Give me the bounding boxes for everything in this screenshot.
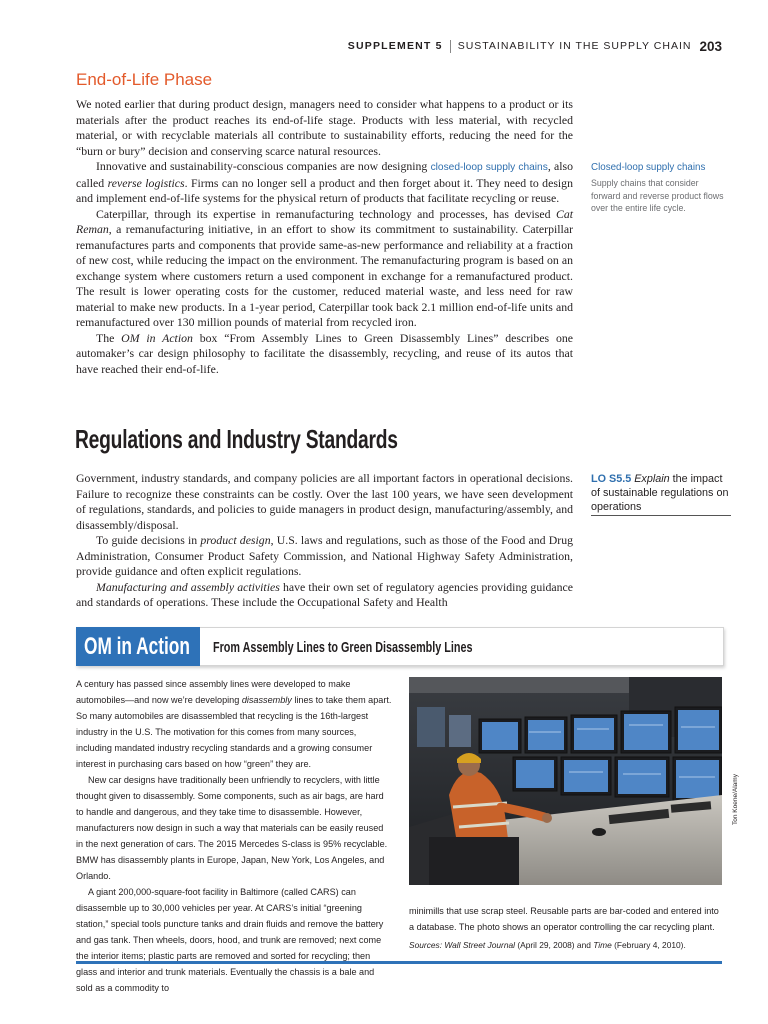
supplement-title: SUSTAINABILITY IN THE SUPPLY CHAIN (457, 40, 692, 52)
definition-term: Closed-loop supply chains (591, 162, 706, 173)
paragraph: New car designs have traditionally been unfriendly to recyclers, with little thought given to disassembly. Some components, such as air bags, are hard to handle and dangerous, and they take time to disassemble. However, manufacturers now design in such a way that materials can be easily reused in the next generation of cars. The 2015 Mercedes S-class is 95% recyclable. BMW has disassembly plants in Europe, Japan, New York, Los Angeles, and Orlando. (76, 775, 388, 881)
paragraph: The OM in Action box “From Assembly Lines to Green Disassembly Lines” describes one automaker’s car design philosophy to facilitate the disassembly, recycling, and reuse of its autos that have reached their end-of-life. (76, 330, 574, 376)
page-number: 203 (699, 38, 722, 54)
end-of-life-heading: End-of-Life Phase (76, 70, 213, 89)
om-in-action-title: From Assembly Lines to Green Disassembly Lines (213, 639, 473, 656)
om-in-action-caption (409, 903, 725, 935)
paragraph: minimills that use scrap steel. Reusable parts are bar-coded and entered into a database. The photo shows an operator controlling the car recycling plant. (409, 906, 719, 932)
om-in-action-body (76, 676, 392, 996)
paragraph: Innovative and sustainability-conscious companies are now designing closed-loop supply chains, also called reverse logistics. Firms can no longer sell a product and then forget about it. They need to design and implement end-of-life systems for the physical return of products that facilitate recycling or reuse. (76, 159, 574, 205)
om-in-action-bottom-rule (76, 961, 722, 964)
sources-line: Sources: Wall Street Journal (April 29, 2008) and Time (February 4, 2010). (409, 940, 686, 950)
om-in-action-tag: OM in Action (76, 627, 200, 666)
key-term: closed-loop supply chains (430, 162, 548, 173)
lo-text: the impact of sustainable regulations on operations (591, 473, 729, 513)
end-of-life-body (76, 97, 573, 377)
paragraph: We noted earlier that during product design, managers need to consider what happens to a product or its materials after the product reaches its end-of-life stage. Products with less material, with recycled material, or with recyclable materials all contribute to sustainability efforts, reducing the need for the “burn or bury” decision and conserving scarce natural resources. (76, 97, 573, 158)
header-divider (450, 40, 451, 53)
definition-text: Supply chains that consider forward and reverse product flows over the entire life cycle. (591, 178, 724, 213)
paragraph: To guide decisions in product design, U.S. laws and regulations, such as those of the Food and Drug Administration, Consumer Product Safety Commission, and National Highway Safety Administration, provide guidance and often explicit regulations. (76, 533, 573, 578)
supplement-label: SUPPLEMENT 5 (347, 40, 443, 52)
regulations-heading: Regulations and Industry Standards (75, 424, 398, 454)
running-header (348, 36, 722, 56)
learning-objective (591, 472, 731, 514)
paragraph: Caterpillar, through its expertise in remanufacturing technology and processes, has devised Cat Reman, a remanufacturing initiative, in an effort to show its commitment to sustainability. Caterpillar remanufactures parts and components that provide same-as-new performance and reliability at a fraction of new cost, while reducing the impact on the environment. The remanufacturing program is based on an exchange system where customers return a used component in exchange for a remanufactured product. The result is lower operating costs for the customer, reduced material waste, and less need for raw material to make new products. In a 1-year period, Caterpillar took back 2.1 million end-of-life units and remanufactured over 130 million pounds of material from recycled iron. (76, 206, 573, 329)
control-room-photo (409, 677, 722, 885)
photo-credit: Ton Koene/Alamy (732, 774, 739, 825)
lo-verb: Explain (634, 473, 670, 485)
lo-rule (591, 515, 731, 516)
paragraph: A century has passed since assembly lines were developed to make automobiles—and now we’re developing disassembly lines to take them apart. So many automobiles are disassembled that recycling is the 16th-largest industry in the U.S. The motivation for this comes from many sources, including mandated industry recycling standards and a growing consumer interest in purchasing cars based on how “green” they are. (76, 679, 392, 769)
paragraph: Government, industry standards, and company policies are all important factors in operational decisions. Failure to recognize these constraints can be costly. Over the last 100 years, we have seen development of regulations, standards, and policies to guide managers in product design, manufacturing/assembly, and disassembly/disposal. (76, 471, 573, 532)
paragraph: Manufacturing and assembly activities have their own set of regulatory agencies providing guidance and standards of operations. These include the Occupational Safety and Health (76, 579, 573, 609)
lo-code: LO S5.5 (591, 473, 632, 485)
paragraph: A giant 200,000-square-foot facility in Baltimore (called CARS) can disassemble up to 30,000 vehicles per year. At CARS’s initial “greening station,” special tools puncture tanks and drain fluids and remove the battery and gas tank. Then wheels, doors, hood, and trunk are removed; next come the interior items; plastic parts are removed and sorted for recycling; then glass and interior and trunk materials. Eventually the chassis is a bale and sold as a commodity to (76, 887, 384, 993)
regulations-body (76, 471, 573, 611)
margin-definition (591, 162, 729, 215)
